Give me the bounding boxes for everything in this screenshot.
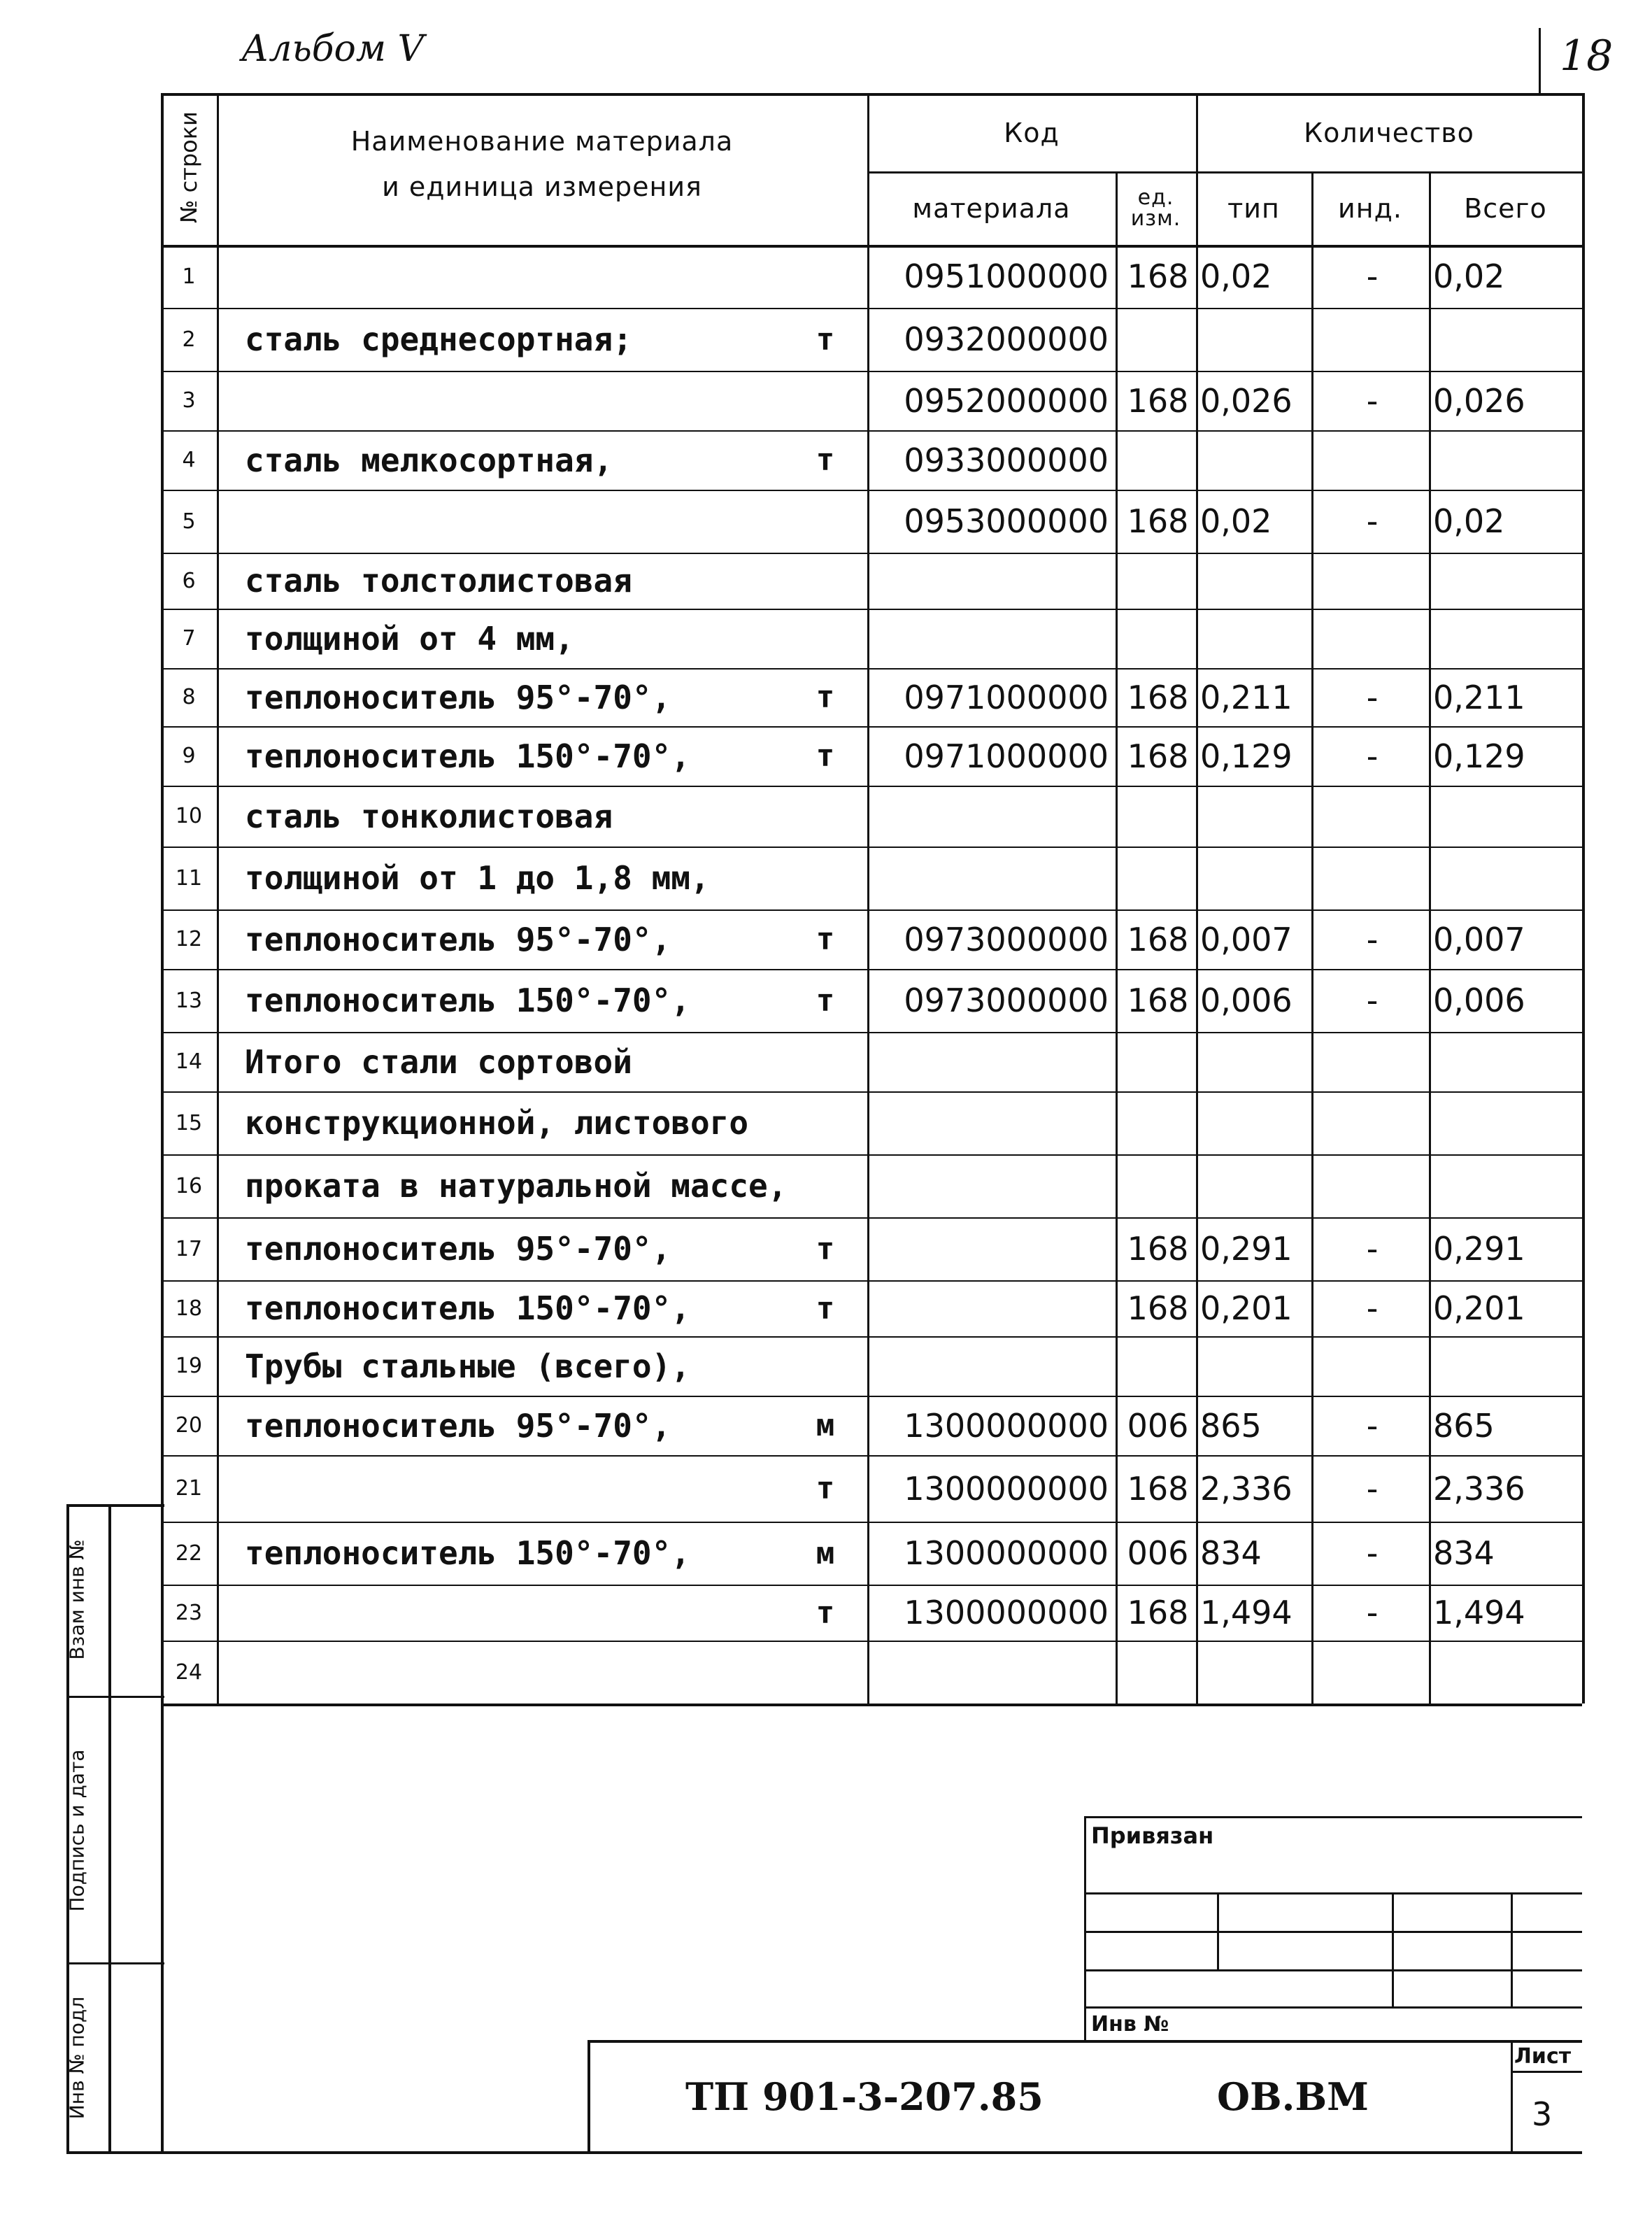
unit-code: 168 [1127, 1594, 1189, 1631]
quantity-header: Количество [1304, 118, 1474, 148]
material-code: 1300000000 [904, 1534, 1109, 1572]
unit-letter [783, 1032, 867, 1091]
qty-total: 0,201 [1433, 1289, 1525, 1327]
unit-letter [783, 786, 867, 847]
qty-typ [1196, 308, 1311, 371]
unit-code: 006 [1127, 1534, 1189, 1572]
row-no-header: № строки [176, 111, 202, 223]
page-corner-number: 18 [1560, 31, 1614, 80]
material-code: 0971000000 [904, 678, 1109, 716]
material-name: теплоноситель 150°-70°, [245, 1289, 690, 1327]
qty-typ: 0,026 [1200, 381, 1293, 420]
unit-code [1116, 1641, 1196, 1704]
row-number: 15 [175, 1110, 203, 1135]
qty-ind: - [1366, 1469, 1379, 1508]
qty-ind [1311, 553, 1429, 609]
unit-letter: т [816, 321, 835, 357]
podpis-data-label: Подпись и дата [65, 1749, 89, 1912]
material-code-header: материала [912, 192, 1071, 224]
qty-typ: 1,494 [1200, 1594, 1293, 1631]
unit-letter: т [816, 982, 835, 1019]
material-name: сталь тонколистовая [245, 797, 613, 835]
unit-letter: т [816, 921, 835, 957]
qty-ind: - [1366, 502, 1379, 540]
unit-code: 168 [1127, 257, 1189, 295]
material-code [867, 1641, 1116, 1704]
qty-typ [1196, 786, 1311, 847]
corner-divider [1539, 28, 1541, 94]
row-number: 18 [175, 1296, 203, 1321]
material-code: 0933000000 [904, 441, 1109, 479]
qty-total [1429, 847, 1582, 909]
unit-code: 168 [1127, 737, 1189, 775]
qty-total: 0,02 [1433, 257, 1505, 295]
qty-total: 0,02 [1433, 502, 1505, 540]
unit-code: 006 [1127, 1406, 1189, 1445]
row-number: 23 [175, 1600, 203, 1625]
sheet-number: 3 [1532, 2095, 1553, 2133]
material-code [867, 847, 1116, 909]
qty-ind: - [1366, 678, 1379, 716]
row-number: 8 [182, 685, 196, 709]
qty-typ [1196, 1641, 1311, 1704]
material-code: 0951000000 [904, 257, 1109, 295]
material-code: 0953000000 [904, 502, 1109, 540]
qty-typ: 0,02 [1200, 502, 1272, 540]
unit-letter [783, 1641, 867, 1704]
qty-ind [1311, 430, 1429, 490]
unit-code [1116, 1154, 1196, 1217]
material-code [867, 1280, 1116, 1336]
unit-letter: т [816, 442, 835, 478]
material-name: теплоноситель 95°-70°, [245, 678, 671, 716]
unit-code [1116, 609, 1196, 668]
unit-letter [783, 553, 867, 609]
album-note: Альбом V [241, 28, 425, 70]
qty-total: 1,494 [1433, 1594, 1525, 1631]
qty-typ: 0,201 [1200, 1289, 1293, 1327]
material-code [867, 1154, 1116, 1217]
material-code: 0973000000 [904, 920, 1109, 958]
qty-typ [1196, 609, 1311, 668]
row-number: 9 [182, 744, 196, 768]
grid-line [1582, 93, 1585, 1704]
qty-ind: - [1366, 1534, 1379, 1572]
qty-total: 0,211 [1433, 678, 1525, 716]
qty-ind [1311, 847, 1429, 909]
material-code: 1300000000 [904, 1469, 1109, 1508]
vzam-inv-label: Взам инв № [65, 1539, 89, 1660]
qty-typ: 0,211 [1200, 678, 1293, 716]
row-number: 6 [182, 568, 196, 593]
material-name: теплоноситель 150°-70°, [245, 982, 690, 1019]
material-name: Трубы стальные (всего), [245, 1347, 690, 1385]
unit-letter: т [816, 1290, 835, 1326]
qty-typ [1196, 1154, 1311, 1217]
row-number: 10 [175, 804, 203, 828]
qty-typ: 0,02 [1200, 257, 1272, 295]
row-number: 5 [182, 509, 196, 534]
unit-letter: т [816, 679, 835, 715]
qty-total [1429, 1032, 1582, 1091]
qty-ind [1311, 1091, 1429, 1154]
qty-ind [1311, 609, 1429, 668]
name-header-line1: Наименование материала [350, 126, 734, 157]
material-name: толщиной от 1 до 1,8 мм, [245, 859, 710, 897]
unit-letter [783, 609, 867, 668]
unit-code [1116, 308, 1196, 371]
qty-total: 2,336 [1433, 1469, 1525, 1508]
grid-line [161, 2151, 1582, 2154]
qty-typ [1196, 1032, 1311, 1091]
row-number: 22 [175, 1541, 203, 1566]
qty-typ: 2,336 [1200, 1469, 1293, 1508]
qty-typ: 0,291 [1200, 1230, 1293, 1268]
qty-ind: - [1366, 1230, 1379, 1268]
unit-code [1116, 430, 1196, 490]
material-name: теплоноситель 150°-70°, [245, 737, 690, 775]
unit-letter: т [816, 1594, 835, 1631]
unit-header: ед. изм. [1130, 185, 1181, 231]
material-code [867, 1032, 1116, 1091]
material-code: 0971000000 [904, 737, 1109, 775]
unit-letter: т [816, 1471, 835, 1506]
unit-letter [783, 1336, 867, 1396]
unit-letter [783, 1154, 867, 1217]
material-name: сталь среднесортная; [245, 320, 632, 358]
qty-total [1429, 1091, 1582, 1154]
qty-ind [1311, 786, 1429, 847]
unit-letter [783, 371, 867, 430]
row-number: 14 [175, 1049, 203, 1074]
qty-total: 0,006 [1433, 982, 1525, 1019]
qty-typ [1196, 847, 1311, 909]
row-number: 1 [182, 264, 196, 289]
sheet-label: Лист [1514, 2044, 1572, 2069]
qty-total [1429, 1336, 1582, 1396]
qty-ind: - [1366, 737, 1379, 775]
qty-total [1429, 1154, 1582, 1217]
qty-typ [1196, 430, 1311, 490]
qty-ind: - [1366, 920, 1379, 958]
qty-typ [1196, 1091, 1311, 1154]
qty-typ: 865 [1200, 1406, 1262, 1445]
qty-ind [1311, 1154, 1429, 1217]
unit-letter [783, 245, 867, 308]
material-name: сталь толстолистовая [245, 562, 632, 600]
qty-total: 0,007 [1433, 920, 1525, 958]
row-number: 11 [175, 865, 203, 891]
unit-code [1116, 1091, 1196, 1154]
unit-code: 168 [1127, 678, 1189, 716]
qty-total: 0,129 [1433, 737, 1525, 775]
ind-header: инд. [1338, 192, 1402, 224]
qty-typ: 834 [1200, 1534, 1262, 1572]
grid-line [161, 93, 1582, 96]
unit-code [1116, 1336, 1196, 1396]
row-number: 21 [175, 1476, 203, 1501]
row-number: 19 [175, 1354, 203, 1378]
qty-total: 865 [1433, 1406, 1495, 1445]
row-number: 20 [175, 1413, 203, 1438]
material-name: сталь мелкосортная, [245, 441, 613, 479]
unit-letter [783, 490, 867, 553]
total-header: Всего [1464, 192, 1547, 224]
inv-no-label: Инв № [1091, 2012, 1169, 2037]
material-code [867, 609, 1116, 668]
typ-header: тип [1227, 192, 1280, 224]
row-number: 3 [182, 388, 196, 413]
material-name: теплоноситель 95°-70°, [245, 920, 671, 958]
qty-ind: - [1366, 381, 1379, 420]
row-number: 24 [175, 1659, 203, 1685]
qty-ind [1311, 1032, 1429, 1091]
row-number: 12 [175, 927, 203, 951]
row-number: 17 [175, 1236, 203, 1261]
unit-code: 168 [1127, 1230, 1189, 1268]
qty-total: 0,026 [1433, 381, 1525, 420]
qty-typ [1196, 553, 1311, 609]
code-header: Код [1004, 118, 1060, 148]
qty-ind: - [1366, 1406, 1379, 1445]
unit-letter [783, 1091, 867, 1154]
inv-podl-label: Инв № подл [65, 1996, 89, 2120]
unit-letter: т [816, 1231, 835, 1267]
material-name: теплоноситель 95°-70°, [245, 1230, 671, 1268]
qty-typ: 0,129 [1200, 737, 1293, 775]
qty-ind [1311, 308, 1429, 371]
material-name [217, 371, 783, 430]
qty-ind: - [1366, 1594, 1379, 1631]
qty-ind: - [1366, 982, 1379, 1019]
unit-letter [783, 847, 867, 909]
qty-total [1429, 553, 1582, 609]
qty-typ: 0,006 [1200, 982, 1293, 1019]
material-code: 0952000000 [904, 381, 1109, 420]
qty-total [1429, 609, 1582, 668]
privyazan-label: Привязан [1091, 1822, 1214, 1849]
qty-total [1429, 1641, 1582, 1704]
material-code [867, 1217, 1116, 1280]
material-name: конструкционной, листового [245, 1104, 749, 1142]
unit-letter: т [816, 738, 835, 774]
grid-line [867, 171, 1582, 173]
unit-code: 168 [1127, 1469, 1189, 1508]
qty-total [1429, 430, 1582, 490]
qty-ind [1311, 1641, 1429, 1704]
qty-ind: - [1366, 1289, 1379, 1327]
unit-code [1116, 553, 1196, 609]
unit-code: 168 [1127, 982, 1189, 1019]
material-code [867, 786, 1116, 847]
material-name: Итого стали сортовой [245, 1042, 632, 1081]
material-name: теплоноситель 150°-70°, [245, 1534, 690, 1572]
unit-code: 168 [1127, 920, 1189, 958]
row-number: 7 [182, 626, 196, 651]
unit-code: 168 [1127, 502, 1189, 540]
unit-code [1116, 1032, 1196, 1091]
material-name [217, 1455, 783, 1522]
material-name: теплоноситель 95°-70°, [245, 1406, 671, 1445]
unit-letter: м [816, 1408, 835, 1443]
material-code: 0932000000 [904, 320, 1109, 358]
material-code: 1300000000 [904, 1406, 1109, 1445]
unit-letter: м [816, 1535, 835, 1571]
material-name: проката в натуральной массе, [245, 1167, 788, 1205]
row-number: 4 [182, 448, 196, 472]
material-code [867, 1091, 1116, 1154]
doc-code: ТП 901-3-207.85 [685, 2074, 1044, 2119]
unit-code [1116, 847, 1196, 909]
material-code: 0973000000 [904, 982, 1109, 1019]
material-name [217, 1585, 783, 1641]
row-number: 16 [175, 1173, 203, 1198]
qty-total: 834 [1433, 1534, 1495, 1572]
material-name [217, 245, 783, 308]
row-number: 13 [175, 988, 203, 1013]
qty-total [1429, 308, 1582, 371]
qty-total [1429, 786, 1582, 847]
material-name [217, 1641, 783, 1704]
unit-code: 168 [1127, 1289, 1189, 1327]
row-number: 2 [182, 327, 196, 352]
qty-typ [1196, 1336, 1311, 1396]
qty-ind: - [1366, 257, 1379, 295]
name-header-line2: и единица измерения [382, 171, 702, 202]
qty-typ: 0,007 [1200, 920, 1293, 958]
unit-code [1116, 786, 1196, 847]
doc-mark: ОВ.ВМ [1217, 2074, 1369, 2119]
material-code [867, 1336, 1116, 1396]
material-name [217, 490, 783, 553]
material-code: 1300000000 [904, 1594, 1109, 1631]
material-code [867, 553, 1116, 609]
qty-ind [1311, 1336, 1429, 1396]
unit-code: 168 [1127, 381, 1189, 420]
qty-total: 0,291 [1433, 1230, 1525, 1268]
material-name: толщиной от 4 мм, [245, 619, 574, 658]
grid-line [161, 1704, 1582, 1706]
